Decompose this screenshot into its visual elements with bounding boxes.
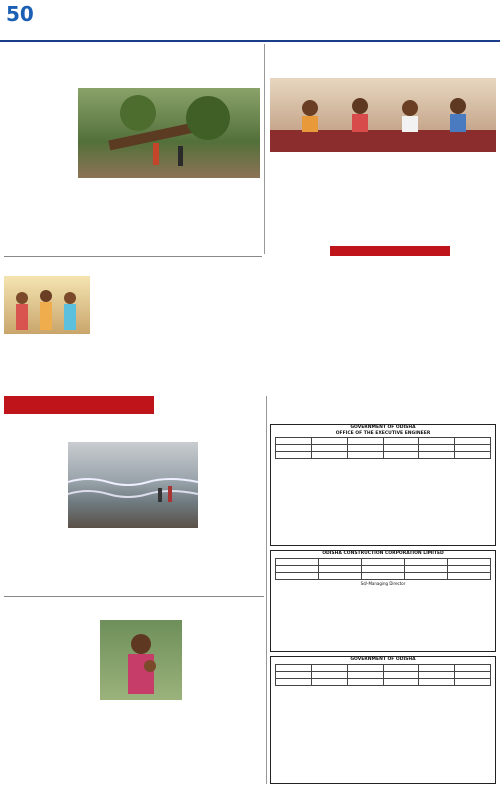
beach-banner (4, 396, 154, 414)
column-rule (264, 44, 265, 254)
story2-body (94, 276, 174, 334)
ad3-table (275, 664, 490, 686)
divider (4, 596, 264, 597)
story3-body (178, 298, 264, 390)
right-story-headline (270, 58, 496, 74)
story2-photo (4, 276, 90, 334)
ad2-table (275, 558, 490, 580)
top-story-byline (4, 88, 74, 96)
column-rule (266, 396, 267, 784)
story3-headline (178, 276, 264, 286)
top-story-body-col2 (78, 182, 168, 252)
people-group-illustration (4, 276, 90, 334)
fallen-tree-illustration (78, 88, 260, 178)
right-story-photo (270, 78, 496, 152)
top-story-kicker (60, 46, 240, 56)
anniversary-logo: 50 (6, 2, 34, 26)
beach-body-col3 (68, 532, 198, 592)
right-story-kicker (270, 46, 460, 56)
divider (4, 256, 262, 257)
top-story-body-col3 (172, 182, 260, 252)
police-story-body (270, 280, 380, 420)
tender-notice-ad-1: GOVERNMENT OF ODISHA OFFICE OF THE EXECUTIVE ENGINEER (270, 424, 496, 546)
masthead (0, 0, 500, 42)
woman-with-baby-illustration (100, 620, 182, 700)
section-title (215, 4, 415, 34)
beach-headline (4, 416, 264, 438)
police-story-headline (270, 258, 496, 276)
ad1-table (275, 437, 490, 459)
top-story-photo (78, 88, 260, 178)
meeting-illustration (270, 78, 496, 152)
tender-notice-ad-2: ODISHA CONSTRUCTION CORPORATION LIMITED Sd/-Managing Director (270, 550, 496, 652)
bottom-photo (100, 620, 182, 700)
right-story-body (270, 156, 380, 244)
police-story-body-col2 (386, 280, 496, 420)
bottom-headline (4, 600, 264, 616)
bottom-body-col2 (100, 704, 264, 784)
police-story-kicker (330, 246, 450, 256)
top-story-headline (4, 58, 262, 84)
top-story-body (4, 96, 74, 254)
story2-body-col2 (4, 338, 174, 390)
beach-photo (68, 442, 198, 528)
bottom-photo-caption (186, 620, 264, 668)
tender-notice-ad-3: GOVERNMENT OF ODISHA (270, 656, 496, 784)
beach-body (4, 442, 64, 592)
beach-body-col2 (202, 442, 264, 592)
right-story-body-col2 (386, 156, 496, 244)
bottom-body (4, 620, 96, 784)
story3-subhead (178, 286, 264, 296)
beach-waves-illustration (68, 442, 198, 528)
story2-headline (4, 259, 262, 273)
